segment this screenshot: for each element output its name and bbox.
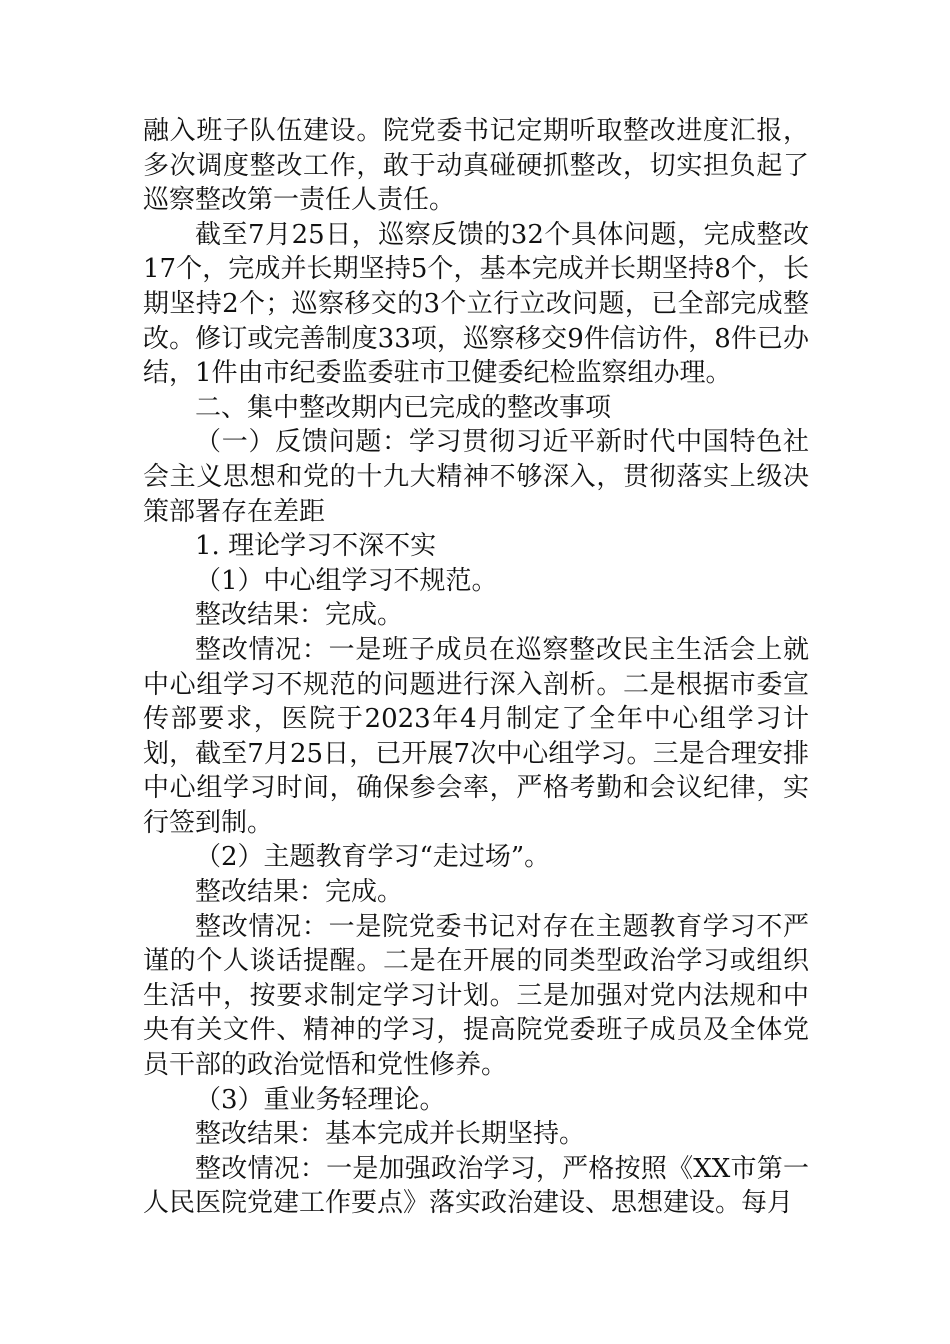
situation-paragraph-3: 整改情况：一是加强政治学习，严格按照《XX市第一人民医院党建工作要点》落实政治建设、思想建设。每月 <box>143 1153 809 1219</box>
paragraph-progress-summary: 截至7月25日，巡察反馈的32个具体问题，完成整改17个，完成并长期坚持5个，基本完成并长期坚持8个，长期坚持2个；巡察移交的3个立行立改问题，已全部完成整改。修订或完善制度33项，巡察移交9件信访件，8件已办结，1件由市纪委监委驻市卫健委纪检监察组办理。 <box>143 219 809 389</box>
situation-paragraph-1: 整改情况：一是班子成员在巡察整改民主生活会上就中心组学习不规范的问题进行深入剖析。二是根据市委宣传部要求，医院于2023年4月制定了全年中心组学习计划，截至7月25日，已开展7次中心组学习。三是合理安排中心组学习时间，确保参会率，严格考勤和会议纪律，实行签到制。 <box>143 634 809 838</box>
item-heading-theory-study: 1. 理论学习不深不实 <box>195 531 437 562</box>
subsection-heading-feedback-issue: （一）反馈问题：学习贯彻习近平新时代中国特色社会主义思想和党的十九大精神不够深入，贯彻落实上级决策部署存在差距 <box>143 427 809 527</box>
sub-item-heading-2: （2）主题教育学习“走过场”。 <box>195 842 551 873</box>
situation-paragraph-2: 整改情况：一是院党委书记对存在主题教育学习不严谨的个人谈话提醒。二是在开展的同类型政治学习或组织生活中，按要求制定学习计划。三是加强对党内法规和中央有关文件、精神的学习，提高院党委班子成员及全体党员干部的政治觉悟和党性修养。 <box>143 911 809 1081</box>
sub-item-heading-1: （1）中心组学习不规范。 <box>195 565 498 596</box>
result-line-3: 整改结果：基本完成并长期坚持。 <box>195 1119 586 1150</box>
paragraph-continuation: 融入班子队伍建设。院党委书记定期听取整改进度汇报，多次调度整改工作，敢于动真碰硬抓整改，切实担负起了巡察整改第一责任人责任。 <box>143 116 809 216</box>
document-body <box>143 114 809 1221</box>
result-line-1: 整改结果：完成。 <box>195 600 404 631</box>
sub-item-heading-3: （3）重业务轻理论。 <box>195 1084 446 1115</box>
result-line-2: 整改结果：完成。 <box>195 877 404 908</box>
section-heading-completed-items: 二、集中整改期内已完成的整改事项 <box>195 392 612 423</box>
